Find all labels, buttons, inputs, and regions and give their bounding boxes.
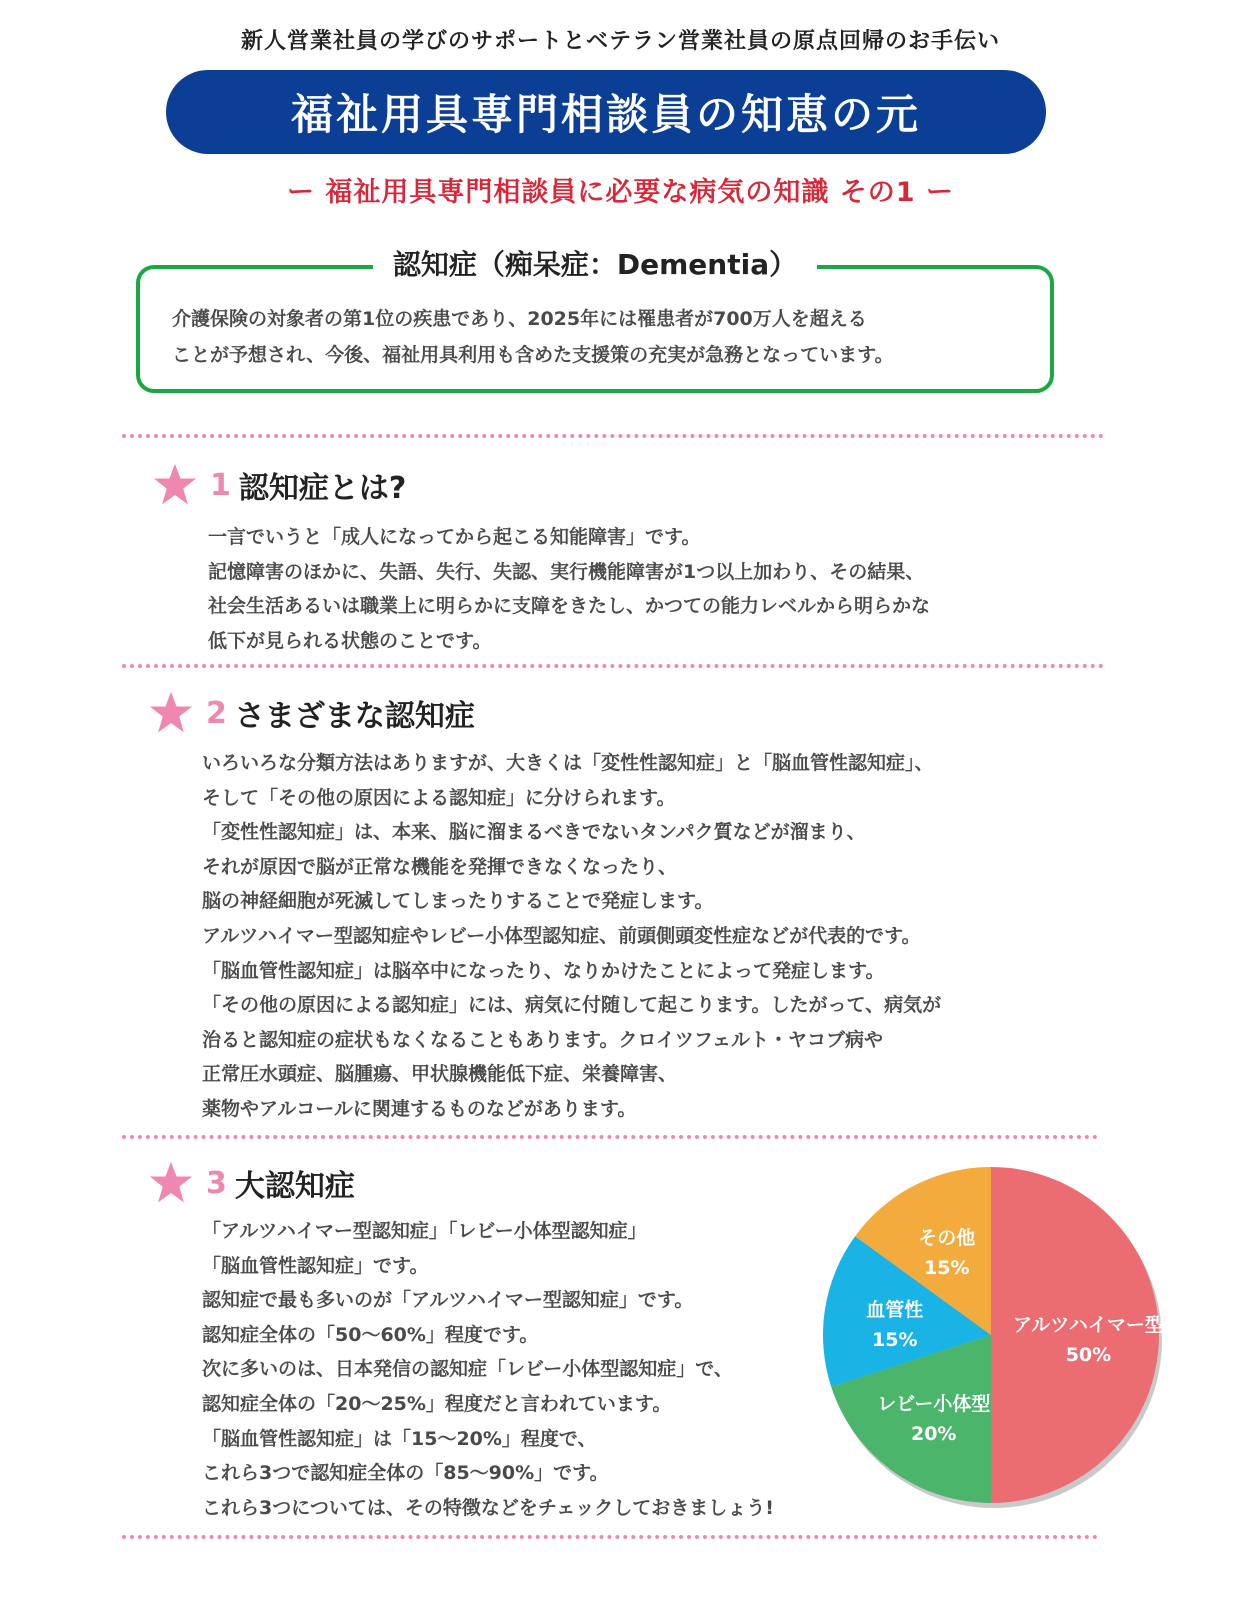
pie-slice-label: アルツハイマー型 bbox=[1013, 1314, 1164, 1336]
body-line: 社会生活あるいは職業上に明らかに支障をきたし、かつての能力レベルから明らかな bbox=[208, 595, 931, 618]
body-line: 正常圧水頭症、脳腫瘍、甲状腺機能低下症、栄養障害、 bbox=[202, 1063, 678, 1086]
intro-title-wrap bbox=[140, 243, 1050, 283]
body-line: アルツハイマー型認知症やレビー小体型認知症、前頭側頭変性症などが代表的です。 bbox=[202, 924, 921, 947]
page-title: 福祉用具専門相談員の知恵の元 bbox=[290, 90, 921, 139]
body-line: 認知症全体の「50～60%」程度です。 bbox=[202, 1323, 539, 1346]
body-line: いろいろな分類方法はありますが、大きくは「変性性認知症」と「脳血管性認知症」、 bbox=[202, 752, 934, 774]
page-subtitle: ー 福祉用具専門相談員に必要な病気の知識 その1 ー bbox=[287, 177, 954, 208]
section-title: 認知症とは? bbox=[238, 471, 407, 506]
body-line: 低下が見られる状態のことです。 bbox=[208, 629, 492, 652]
pie-slice-value: 15% bbox=[924, 1257, 970, 1280]
star-icon bbox=[148, 690, 194, 736]
intro-box bbox=[136, 248, 1054, 393]
body-line: それが原因で脳が正常な機能を発揮できなくなったり、 bbox=[202, 855, 678, 878]
body-line: 認知症で最も多いのが「アルツハイマー型認知症」です。 bbox=[202, 1289, 694, 1312]
divider bbox=[122, 1135, 1098, 1139]
intro-text bbox=[172, 301, 1022, 373]
body-line: 一言でいうと「成人になってから起こる知能障害」です。 bbox=[208, 526, 701, 548]
intro-line: 介護保険の対象者の第1位の疾患であり、2025年には罹患者が700万人を超える bbox=[172, 308, 867, 330]
body-line: そして「その他の原因による認知症」に分けられます。 bbox=[202, 786, 676, 809]
body-line: 薬物やアルコールに関連するものなどがあります。 bbox=[202, 1097, 637, 1120]
section-title: さまざまな認知症 bbox=[234, 699, 475, 734]
body-line: 認知症全体の「20～25%」程度だと言われています。 bbox=[202, 1392, 672, 1415]
pie-slice-label: 血管性 bbox=[866, 1298, 924, 1321]
pie-slice-label: レビー小体型 bbox=[877, 1392, 991, 1415]
body-line: 治ると認知症の症状もなくなることもあります。クロイツフェルト・ヤコブ病や bbox=[202, 1028, 883, 1051]
divider bbox=[122, 1535, 1098, 1539]
body-line: 「その他の原因による認知症」には、病気に付随して起こります。したがって、病気が bbox=[202, 994, 942, 1017]
title-banner bbox=[166, 70, 1046, 154]
dementia-type-pie-chart bbox=[816, 1165, 1166, 1515]
section-heading-1 bbox=[152, 462, 406, 508]
star-icon bbox=[152, 462, 198, 508]
section-number: 3 bbox=[206, 1165, 227, 1201]
section-title: 大認知症 bbox=[234, 1169, 355, 1204]
section-number: 1 bbox=[210, 467, 231, 503]
body-line: 「アルツハイマー型認知症」「レビー小体型認知症」 bbox=[202, 1220, 647, 1242]
star-icon bbox=[148, 1160, 194, 1206]
pie-chart-svg bbox=[816, 1165, 1166, 1515]
pie-slice-label: その他 bbox=[918, 1227, 976, 1250]
body-line: 記憶障害のほかに、失語、失行、失認、実行機能障害が1つ以上加わり、その結果、 bbox=[208, 560, 925, 583]
divider bbox=[122, 434, 1104, 438]
section-heading-3 bbox=[148, 1160, 355, 1206]
intro-title: 認知症（痴呆症：Dementia） bbox=[373, 248, 817, 281]
section-number: 2 bbox=[206, 695, 227, 731]
pie-slice-value: 50% bbox=[1065, 1344, 1112, 1366]
body-line: 「脳血管性認知症」は脳卒中になったり、なりかけたことによって発症します。 bbox=[202, 959, 885, 982]
body-line: 脳の神経細胞が死滅してしまったりすることで発症します。 bbox=[202, 890, 714, 913]
body-line: 次に多いのは、日本発信の認知症「レビー小体型認知症」で、 bbox=[202, 1358, 733, 1381]
section-body-1 bbox=[208, 520, 930, 658]
intro-line: ことが予想され、今後、福祉用具利用も含めた支援策の充実が急務となっています。 bbox=[172, 344, 894, 366]
pie-slice-value: 20% bbox=[910, 1422, 957, 1445]
section-body-3 bbox=[202, 1214, 774, 1525]
divider bbox=[122, 664, 1104, 668]
pie-slice-value: 15% bbox=[872, 1328, 918, 1351]
section-heading-2 bbox=[148, 690, 475, 736]
body-line: 「脳血管性認知症」は「15～20%」程度で、 bbox=[202, 1427, 597, 1450]
body-line: 「変性性認知症」は、本来、脳に溜まるべきでないタンパク質などが溜まり、 bbox=[202, 821, 866, 844]
body-line: これら3つについては、その特徴などをチェックしておきましょう! bbox=[202, 1496, 774, 1519]
body-line: これら3つで認知症全体の「85～90%」です。 bbox=[202, 1462, 609, 1485]
tagline: 新人営業社員の学びのサポートとベテラン営業社員の原点回帰のお手伝い bbox=[240, 29, 1000, 54]
section-body-2 bbox=[202, 746, 941, 1127]
body-line: 「脳血管性認知症」です。 bbox=[202, 1254, 429, 1277]
